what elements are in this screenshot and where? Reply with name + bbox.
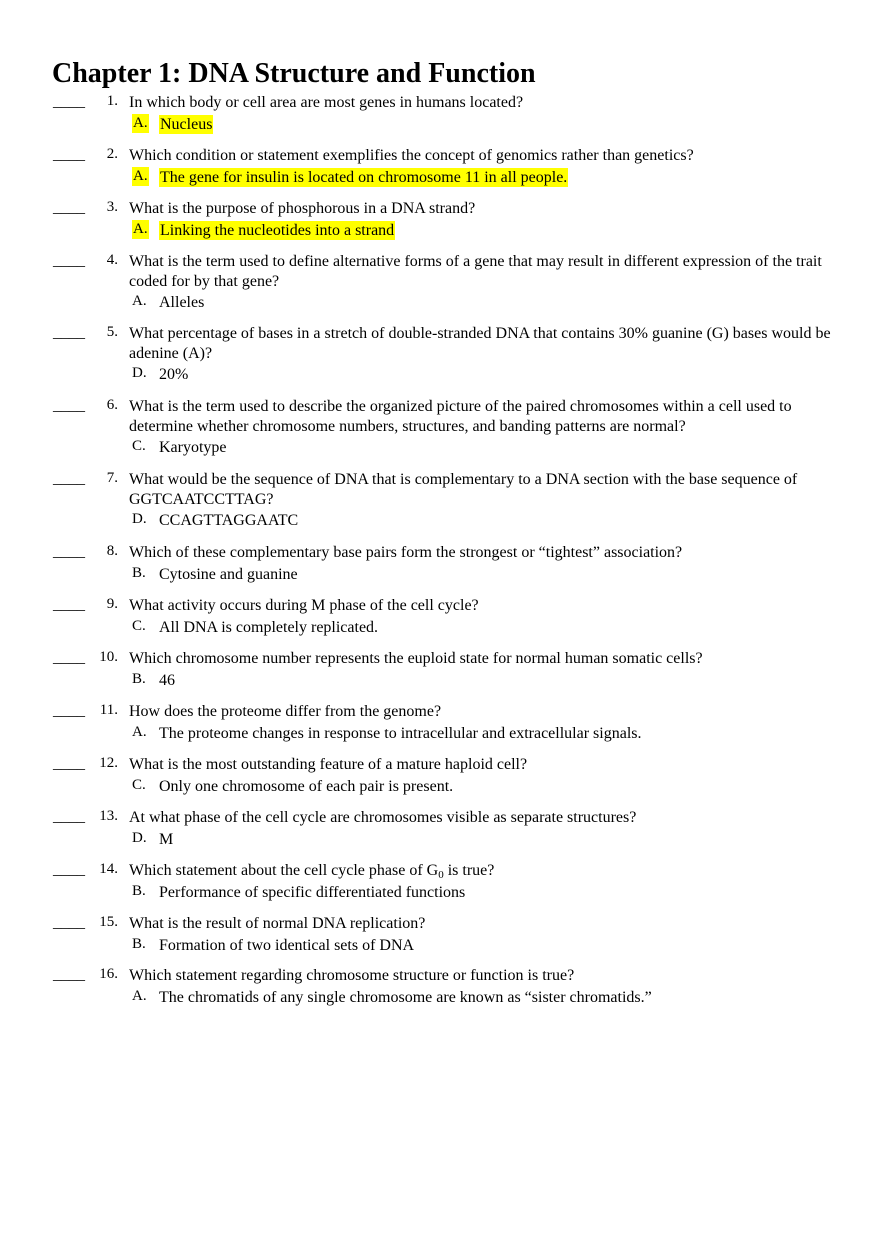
question-text-part: is true?	[443, 862, 495, 879]
answer-letter: D.	[132, 829, 147, 846]
answer-blank[interactable]: ____	[53, 596, 85, 613]
question-number: 8.	[106, 543, 118, 559]
answer-blank[interactable]: ____	[53, 966, 85, 983]
question-number: 10.	[99, 649, 118, 665]
answer-blank[interactable]: ____	[53, 324, 85, 341]
question-number: 7.	[106, 470, 118, 486]
question-number: 2.	[106, 146, 118, 162]
answer-blank[interactable]: ____	[53, 808, 85, 825]
answer-text: Performance of specific differentiated functions	[159, 883, 466, 901]
subscript: 0	[438, 869, 444, 881]
answer-text: 20%	[159, 366, 189, 383]
answer-blank[interactable]: ____	[53, 252, 85, 269]
answer-letter: D.	[132, 511, 147, 527]
answer	[129, 723, 839, 744]
answer-text: Only one chromosome of each pair is present.	[159, 777, 454, 795]
question-text: What is the most outstanding feature of a mature haploid cell?	[129, 756, 528, 773]
question-text: In which body or cell area are most genes in humans located?	[129, 94, 524, 111]
answer	[129, 670, 839, 691]
question-text: At what phase of the cell cycle are chromosomes visible as separate structures?	[129, 809, 637, 826]
question-text: What is the term used to define alternative forms of a gene that may result in different expression of the trait coded for by that gene?	[129, 253, 822, 290]
answer-blank[interactable]: ____	[53, 914, 85, 931]
answer-letter: A.	[132, 987, 147, 1004]
answer-text: 46	[159, 671, 175, 689]
question-text: What percentage of bases in a stretch of double-stranded DNA that contains 30% guanine (G) bases would be adenine (A)?	[129, 325, 831, 362]
answer-text: All DNA is completely replicated.	[159, 618, 379, 636]
answer	[129, 564, 839, 585]
question-text: What is the term used to describe the organized picture of the paired chromosomes within a cell used to determine whether chromosome numbers, structures, and banding patterns are normal?	[129, 398, 792, 435]
answer-blank[interactable]: ____	[53, 543, 85, 560]
question-text: What is the result of normal DNA replication?	[129, 915, 426, 932]
answer	[129, 220, 839, 241]
answer-text: The proteome changes in response to intracellular and extracellular signals.	[159, 724, 642, 742]
question-number: 16.	[99, 966, 118, 982]
answer-letter: C.	[132, 617, 146, 634]
answer-letter: A.	[132, 723, 147, 740]
answer-letter: B.	[132, 935, 146, 952]
answer-text: Nucleus	[160, 115, 213, 133]
answer-blank[interactable]: ____	[53, 146, 85, 163]
question-text: What activity occurs during M phase of the cell cycle?	[129, 597, 479, 614]
answer-letter: A.	[132, 167, 149, 187]
answer-text: M	[159, 830, 174, 848]
answer-blank[interactable]: ____	[53, 470, 85, 487]
question-text-part: Which statement about the cell cycle phase of G	[129, 862, 439, 879]
answer-blank[interactable]: ____	[53, 199, 85, 216]
answer-text: Formation of two identical sets of DNA	[159, 936, 415, 954]
answer	[129, 617, 839, 638]
question-text: What would be the sequence of DNA that is complementary to a DNA section with the base sequence of GGTCAATCCTTAG?	[129, 471, 798, 508]
answer-text: Karyotype	[159, 439, 227, 456]
question-number: 6.	[106, 397, 118, 413]
answer-letter: B.	[132, 882, 146, 899]
answer	[129, 364, 839, 385]
question-text: Which statement regarding chromosome structure or function is true?	[129, 967, 575, 984]
answer-text: The chromatids of any single chromosome are known as “sister chromatids.”	[159, 988, 652, 1006]
answer-text: Cytosine and guanine	[159, 565, 298, 583]
answer-letter: A.	[132, 114, 149, 134]
question-number: 1.	[106, 93, 118, 109]
question-number: 14.	[99, 861, 118, 877]
question-number: 15.	[99, 914, 118, 930]
answer	[129, 987, 839, 1008]
answer-text: Alleles	[159, 294, 205, 311]
answer-letter: B.	[132, 564, 146, 581]
answer	[129, 776, 839, 797]
question-number: 12.	[99, 755, 118, 771]
question-number: 3.	[106, 199, 118, 215]
answer	[129, 167, 839, 188]
question-number: 13.	[99, 808, 118, 824]
question-text: What is the purpose of phosphorous in a DNA strand?	[129, 200, 476, 217]
answer-text: Linking the nucleotides into a strand	[160, 221, 395, 239]
answer-letter: D.	[132, 365, 147, 381]
answer-letter: B.	[132, 670, 146, 687]
answer-text: The gene for insulin is located on chromosome 11 in all people.	[160, 168, 568, 186]
answer-blank[interactable]: ____	[53, 649, 85, 666]
answer	[129, 437, 839, 458]
answer-letter: C.	[132, 776, 146, 793]
question-number: 9.	[106, 596, 118, 612]
question-text: How does the proteome differ from the genome?	[129, 703, 442, 720]
answer	[129, 829, 839, 850]
answer-blank[interactable]: ____	[53, 861, 85, 878]
answer-blank[interactable]: ____	[53, 755, 85, 772]
question-number: 4.	[106, 252, 118, 268]
question-text: Which condition or statement exemplifies the concept of genomics rather than genetics?	[129, 147, 694, 164]
answer	[129, 114, 839, 135]
answer	[129, 935, 839, 956]
answer-text: CCAGTTAGGAATC	[159, 512, 299, 529]
question-number: 11.	[99, 702, 118, 718]
question-text	[129, 861, 839, 881]
answer	[129, 292, 839, 313]
question-number: 5.	[106, 324, 118, 340]
answer	[129, 882, 839, 903]
answer	[129, 510, 839, 531]
answer-blank[interactable]: ____	[53, 397, 85, 414]
answer-blank[interactable]: ____	[53, 93, 85, 110]
question-text: Which of these complementary base pairs form the strongest or “tightest” association?	[129, 544, 683, 561]
answer-letter: A.	[132, 293, 147, 309]
page-title: Chapter 1: DNA Structure and Function	[52, 58, 536, 89]
answer-letter: C.	[132, 438, 146, 454]
answer-letter: A.	[132, 220, 149, 240]
question-text: Which chromosome number represents the euploid state for normal human somatic cells?	[129, 650, 703, 667]
answer-blank[interactable]: ____	[53, 702, 85, 719]
